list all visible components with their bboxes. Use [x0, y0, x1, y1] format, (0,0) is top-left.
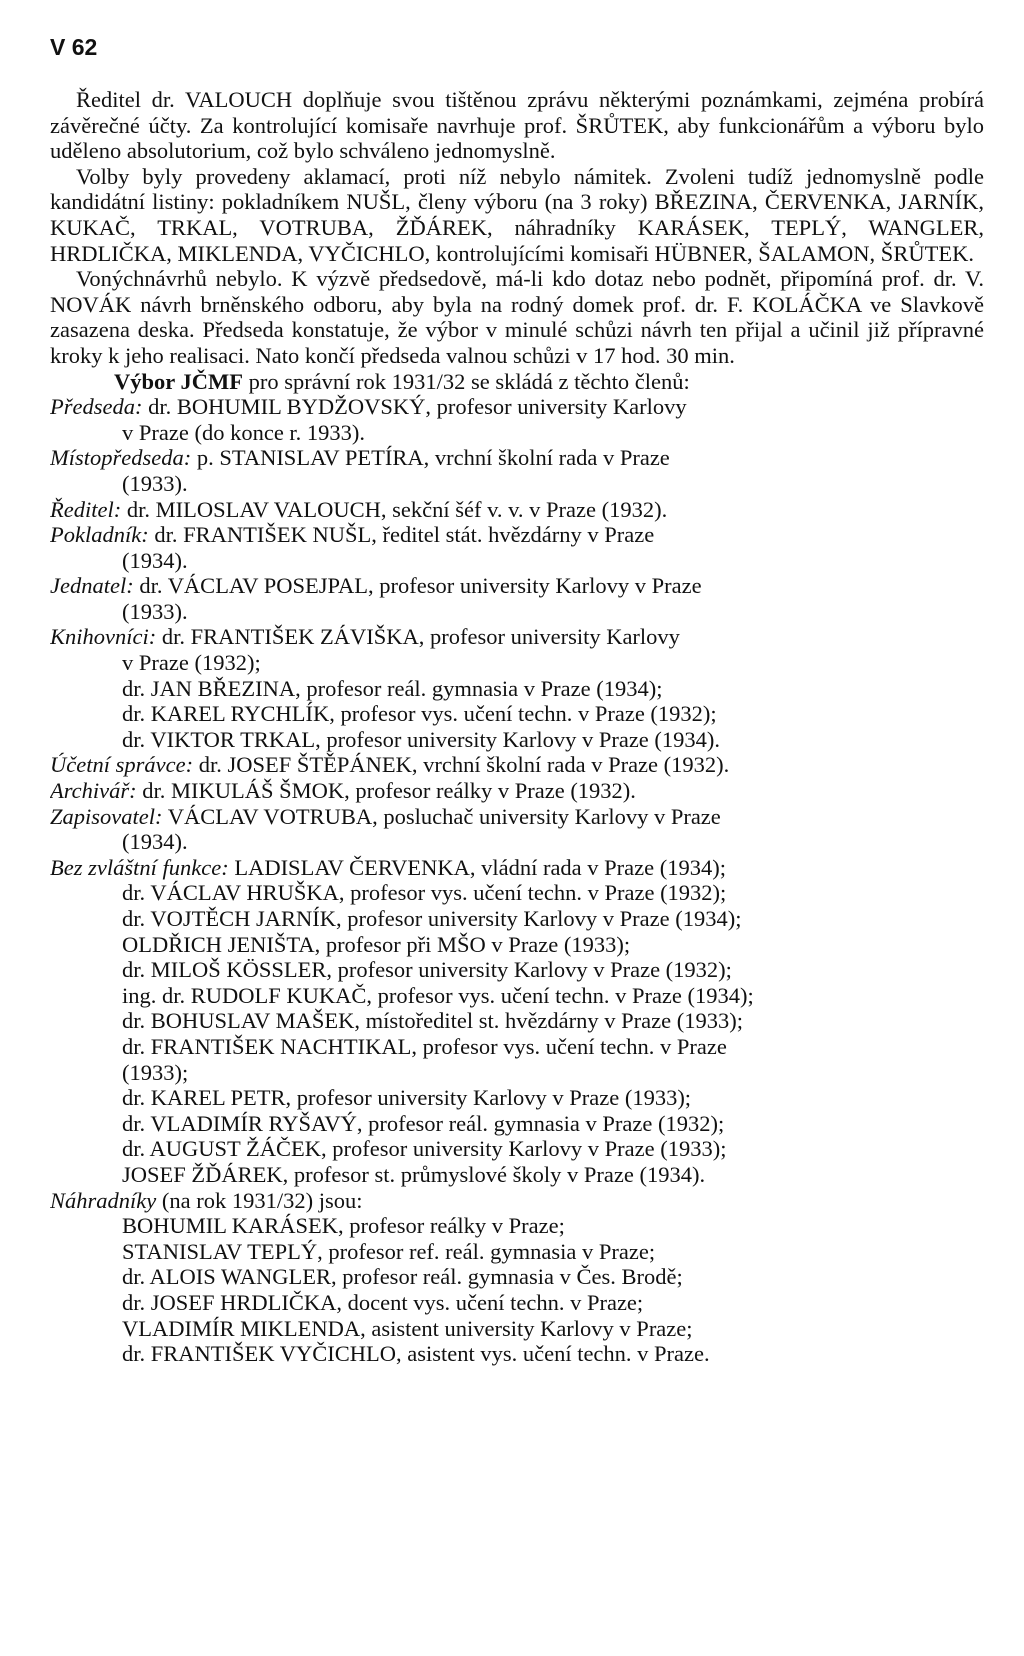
member-line: STANISLAV TEPLÝ, profesor ref. reál. gymnasia v Praze;	[122, 1238, 656, 1264]
member-line: VLADIMÍR MIKLENDA, asistent university Karlovy v Praze;	[122, 1315, 693, 1341]
member-line: (1933);	[122, 1059, 189, 1085]
officer-vice-chair	[50, 445, 984, 496]
member-line: OLDŘICH JENIŠTA, profesor při MŠO v Praze (1933);	[122, 931, 631, 957]
recorder-block	[50, 804, 984, 855]
officer-chair	[50, 394, 984, 445]
member-line: dr. JOSEF ŠTĚPÁNEK, vrchní školní rada v Praze (1932).	[193, 752, 730, 778]
officer-line: (1933).	[122, 598, 188, 624]
paragraph-elections: Volby byly provedeny aklamací, proti níž nebylo námitek. Zvoleni tudíž jednomyslně podle kandidátní listiny: pokladníkem NUŠL, členy výboru (na 3 roky) BŘEZINA, ČERVENKA, JARNÍK, KUKAČ, TRKAL, VOTRUBA, ŽĎÁREK, náhradníky KARÁSEK, TEPLÝ, WANGLER, HRDLIČKA, MIKLENDA, VYČICHLO, kontrolujícími komisaři HÜBNER, ŠALAMON, ŠRŮTEK.	[50, 163, 984, 266]
committee-intro	[50, 369, 984, 395]
without-function-block	[50, 855, 984, 1188]
member-line: BOHUMIL KARÁSEK, profesor reálky v Praze;	[122, 1213, 565, 1239]
member-line: ing. dr. RUDOLF KUKAČ, profesor vys. učení techn. v Praze (1934);	[122, 982, 754, 1008]
librarians-block	[50, 624, 984, 752]
role-label: Jednatel:	[50, 573, 134, 599]
member-line: dr. MIKULÁŠ ŠMOK, profesor reálky v Praze (1932).	[136, 778, 636, 804]
officer-line: (1934).	[122, 547, 188, 573]
officer-secretary	[50, 573, 984, 624]
member-line: VÁCLAV VOTRUBA, posluchač university Karlovy v Praze	[162, 803, 721, 829]
role-label: Knihovníci:	[50, 624, 157, 650]
officer-line: dr. VÁCLAV POSEJPAL, profesor university Karlovy v Praze	[133, 573, 702, 599]
role-label: Ředitel:	[50, 496, 122, 522]
role-label: Archivář:	[50, 778, 137, 804]
officer-line: dr. BOHUMIL BYDŽOVSKÝ, profesor university Karlovy	[142, 394, 687, 420]
member-line: dr. MILOŠ KÖSSLER, profesor university Karlovy v Praze (1932);	[122, 957, 732, 983]
officer-line: dr. FRANTIŠEK NUŠL, ředitel stát. hvězdárny v Praze	[148, 522, 655, 548]
member-line: dr. BOHUSLAV MAŠEK, místoředitel st. hvězdárny v Praze (1933);	[122, 1008, 743, 1034]
member-line: JOSEF ŽĎÁREK, profesor st. průmyslové školy v Praze (1934).	[122, 1161, 706, 1187]
member-line: dr. VLADIMÍR RYŠAVÝ, profesor reál. gymnasia v Praze (1932);	[122, 1110, 725, 1136]
member-line: dr. JOSEF HRDLIČKA, docent vys. učení techn. v Praze;	[122, 1289, 644, 1315]
role-label: Místopředseda:	[50, 445, 192, 471]
member-line: dr. KAREL RYCHLÍK, profesor vys. učení techn. v Praze (1932);	[122, 701, 717, 727]
officer-director	[50, 497, 984, 523]
substitutes-rest: (na rok 1931/32) jsou:	[156, 1187, 363, 1213]
member-line: (1934).	[122, 829, 188, 855]
member-line: dr. VOJTĚCH JARNÍK, profesor university Karlovy v Praze (1934);	[122, 906, 742, 931]
officer-line: v Praze (do konce r. 1933).	[122, 419, 366, 445]
member-line: dr. FRANTIŠEK VYČICHLO, asistent vys. učení techn. v Praze.	[122, 1341, 710, 1367]
member-line: dr. JAN BŘEZINA, profesor reál. gymnasia v Praze (1934);	[122, 675, 663, 701]
committee-intro-bold: Výbor JČMF	[114, 368, 243, 394]
role-label: Náhradníky	[50, 1187, 157, 1213]
paragraph-director-report: Ředitel dr. VALOUCH doplňuje svou tištěnou zprávu některými poznámkami, zejména probírá závěrečné účty. Za kontrolující komisaře navrhuje prof. ŠRŮTEK, aby funkcionářům a výboru bylo uděleno absolutorium, což bylo schváleno jednomyslně.	[50, 87, 984, 164]
role-label: Pokladník:	[50, 522, 149, 548]
member-line: dr. FRANTIŠEK NACHTIKAL, profesor vys. učení techn. v Praze	[122, 1033, 727, 1059]
officer-line: (1933).	[122, 470, 188, 496]
role-label: Bez zvláštní funkce:	[50, 854, 229, 880]
officer-treasurer	[50, 522, 984, 573]
member-line: dr. ALOIS WANGLER, profesor reál. gymnasia v Čes. Brodě;	[122, 1264, 683, 1290]
member-line: dr. VIKTOR TRKAL, profesor university Karlovy v Praze (1934).	[122, 726, 721, 752]
member-line: v Praze (1932);	[122, 650, 261, 676]
officer-line: dr. MILOSLAV VALOUCH, sekční šéf v. v. v Praze (1932).	[121, 496, 668, 522]
substitutes-block	[50, 1188, 984, 1367]
accountant-line	[50, 752, 984, 778]
archivist-line	[50, 778, 984, 804]
member-line: dr. KAREL PETR, profesor university Karlovy v Praze (1933);	[122, 1085, 692, 1111]
member-line: dr. AUGUST ŽÁČEK, profesor university Karlovy v Praze (1933);	[122, 1136, 727, 1162]
member-line: dr. VÁCLAV HRUŠKA, profesor vys. učení techn. v Praze (1932);	[122, 880, 727, 906]
committee-intro-rest: pro správní rok 1931/32 se skládá z těchto členů:	[242, 368, 690, 394]
paragraph-proposals: Vonýchnávrhů nebylo. K výzvě předsedově, má-li kdo dotaz nebo podnět, připomíná prof. dr. V. NOVÁK návrh brněnského odboru, aby byla na rodný domek prof. dr. F. KOLÁČKA ve Slavkově zasazena deska. Předseda konstatuje, že výbor v minulé schůzi návrh ten přijal a učinil již přípravné kroky k jeho realisaci. Nato končí předseda valnou schůzi v 17 hod. 30 min.	[50, 266, 984, 368]
page-number: V 62	[50, 34, 98, 60]
member-line: LADISLAV ČERVENKA, vládní rada v Praze (1934);	[228, 854, 726, 880]
role-label: Zapisovatel:	[50, 803, 163, 829]
role-label: Účetní správce:	[50, 752, 194, 778]
member-line: dr. FRANTIŠEK ZÁVIŠKA, profesor university Karlovy	[156, 624, 680, 650]
officer-line: p. STANISLAV PETÍRA, vrchní školní rada v Praze	[191, 445, 670, 471]
role-label: Předseda:	[50, 394, 143, 420]
